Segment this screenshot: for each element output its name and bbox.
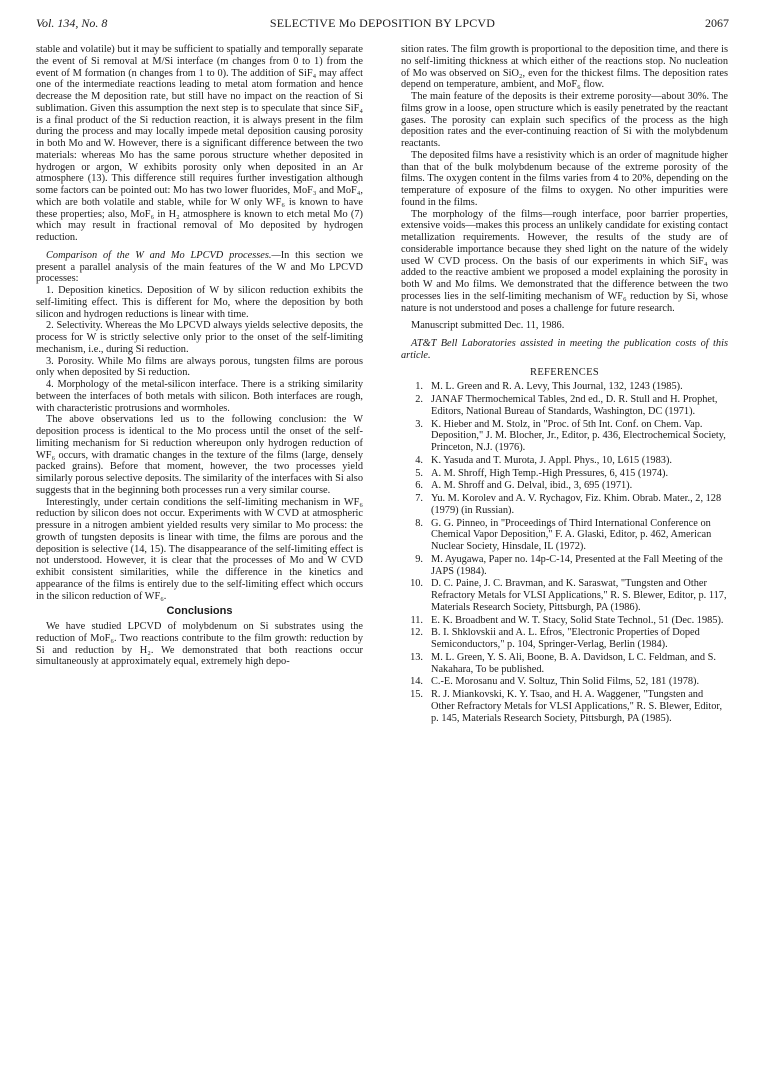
acknowledgment: AT&T Bell Laboratories assisted in meeting the publication costs of this article. — [401, 338, 728, 361]
paragraph: Interestingly, under certain conditions the self-limiting mechanism in WF₆ reduction by silicon does not occur. Experiments with W CVD at atmospheric pressure in a nitrogen ambient yielded results very similar to Mo process: the growth of tungsten deposits is linear with time, the films are porous and the deposition is selective (14, 15). The disappearance of the self-limiting effect is not understood. However, it is clear that the processes of Mo and W CVD exhibit consistent similarities, while the difference in the kinetics and appearance of the films is entirely due to the self-limiting effect which occurs in the silicon reduction of WF₆. — [36, 496, 363, 602]
reference-item — [401, 493, 728, 517]
running-header — [36, 16, 729, 34]
reference-number: 11. — [410, 614, 423, 626]
list-item: 1. Deposition kinetics. Deposition of W by silicon reduction exhibits the self-limiting effect. This is different for Mo, where the deposition by both silicon and hydrogen reductions is linear with time. — [36, 285, 363, 320]
reference-item — [401, 455, 728, 467]
reference-text: K. Yasuda and T. Murota, J. Appl. Phys., 10, L615 (1983). — [431, 454, 672, 466]
reference-number: 1. — [415, 381, 423, 393]
reference-text: A. M. Shroff and G. Delval, ibid., 3, 695 (1971). — [431, 480, 633, 492]
reference-text: C.-E. Morosanu and V. Soltuz, Thin Solid Films, 52, 181 (1978). — [431, 676, 700, 688]
reference-text: M. Ayugawa, Paper no. 14p-C-14, Presented at the Fall Meeting of the JAPS (1984). — [431, 553, 723, 577]
manuscript-note: Manuscript submitted Dec. 11, 1986. — [411, 320, 565, 332]
conclusions-heading: Conclusions — [166, 605, 233, 618]
reference-text: K. Hieber and M. Stolz, in "Proc. of 5th Int. Conf. on Chem. Vap. Deposition," J. M. Blocher, Jr., Editor, p. 436, Electrochemical Society, Princeton, N.J. (1976). — [431, 418, 726, 453]
reference-item — [401, 676, 728, 688]
reference-item — [401, 615, 728, 627]
journal-volume: Vol. 134, No. 8 — [36, 16, 108, 30]
reference-number: 2. — [415, 394, 423, 405]
reference-number: 7. — [415, 493, 423, 504]
reference-number: 4. — [415, 454, 423, 466]
reference-text: JANAF Thermochemical Tables, 2nd ed., D. R. Stull and H. Prophet, Editors, National Bureau of Standards, Washington, DC (1971). — [431, 394, 718, 417]
section-lead: Comparison of the W and Mo LPCVD processes.— — [46, 249, 281, 261]
reference-number: 3. — [415, 418, 423, 430]
reference-list — [401, 381, 728, 724]
reference-number: 15. — [410, 689, 423, 700]
list-item: 2. Selectivity. Whereas the Mo LPCVD always yields selective deposits, the process for W is strictly selective only prior to the onset of the self-limiting mechanism, i.e., during Si reduction. — [36, 320, 363, 355]
left-column — [36, 44, 363, 668]
reference-item — [401, 578, 728, 613]
reference-number: 6. — [415, 480, 423, 492]
paragraph: stable and volatile) but it may be sufficient to spatially and temporally separate the event of Si removal at M/Si interface (m changes from 0 to 1) from the event of M formation (n changes from 1 to 0). The addition of SiF₄ may affect one of the intermediate reactions leading to metal atom formation and hence decrease the M deposition rate, but still have no impact on the reaction of Si sublimation. Given this assumption the next step is to speculate that since SiF₄ is a final product of the Si reduction reaction, it is always present in the film during the process and may locally impede metal deposition causing porosity in both Mo and W. However, there is a significant difference between the two materials: whereas Mo has the same porous structure whether deposited in hydrogen or argon, W exhibits porosity only when deposited in an Ar atmosphere (13). This difference still requires further investigation although some factors can be pointed out: Mo has two lower fluorides, MoF₃ and MoF₄, which are both volatile and stable, while for W only WF₆ is known to have these properties; also, MoF₆ in H₂ atmosphere is known to etch metal Mo (7) which may result in fractional removal of Mo deposited by hydrogen reduction. — [36, 44, 363, 243]
reference-text: E. K. Broadbent and W. T. Stacy, Solid State Technol., 51 (Dec. 1985). — [431, 614, 724, 626]
reference-text: M. L. Green and R. A. Levy, This Journal, 132, 1243 (1985). — [431, 381, 683, 393]
reference-text: R. J. Miankovski, K. Y. Tsao, and H. A. Waggener, "Tungsten and Other Refractory Metals for VLSI Applications," R. S. Blewer, Editor, p. 145, Materials Research Society, Pittsburgh, PA (1985). — [431, 689, 723, 724]
reference-text: Yu. M. Korolev and A. V. Rychagov, Fiz. Khim. Obrab. Mater., 2, 128 (1979) (in Russian). — [431, 493, 722, 516]
reference-number: 14. — [410, 676, 423, 688]
references-heading: REFERENCES — [530, 366, 599, 378]
reference-item — [401, 652, 728, 676]
list-item: 4. Morphology of the metal-silicon interface. There is a striking similarity between the interfaces of both metals with silicon. Both interfaces are rough, with characteristic protrusions and wormholes. — [36, 379, 363, 414]
right-column — [401, 44, 728, 725]
reference-item — [401, 480, 728, 492]
reference-text: G. G. Pinneo, in "Proceedings of Third International Conference on Chemical Vapor Deposition," F. A. Glaski, Editor, p. 462, American Nuclear Society, Hinsdale, IL (1972). — [431, 517, 712, 552]
page-number: 2067 — [705, 16, 729, 30]
reference-item — [401, 627, 728, 651]
reference-number: 13. — [410, 651, 423, 663]
reference-item — [401, 518, 728, 553]
list-item: 3. Porosity. While Mo films are always porous, tungsten films are porous only when deposited by Si reduction. — [36, 355, 363, 379]
reference-item — [401, 554, 728, 578]
reference-text: M. L. Green, Y. S. Ali, Boone, B. A. Davidson, L C. Feldman, and S. Nakahara, To be published. — [431, 651, 716, 675]
reference-number: 12. — [410, 627, 423, 639]
paragraph: sition rates. The film growth is proportional to the deposition time, and there is no self-limiting thickness at which either of the reactions stop. No nucleation of Mo was observed on SiO₂, even for the thickest films. The deposition rates depend on temperature, ambient, and MoF₆ flow. — [401, 44, 728, 91]
reference-item — [401, 468, 728, 480]
paragraph: The deposited films have a resistivity which is an order of magnitude higher than that of the bulk molybdenum because of the extreme porosity of the films. The oxygen content in the films varies from 4 to 20%, depending on the temperature of exposure of the films to oxygen. No other impurities were found in the films. — [401, 149, 728, 208]
paragraph: The main feature of the deposits is their extreme porosity—about 30%. The films grow in a loose, open structure which is easily penetrated by the reactant gases. The porosity can explain such specifics of the process as the high deposition rates and the ever-continuing reaction of Si with the molybdenum reactants. — [401, 91, 728, 149]
running-title: SELECTIVE Mo DEPOSITION BY LPCVD — [269, 16, 496, 30]
paragraph: The above observations led us to the following conclusion: the W deposition process is identical to the Mo process until the onset of the self-limiting mechanism for Si reduction whereupon only hydrogen reduction of WF₆ occurs, with dramatic changes in the texture of the films (large, densely packed grains). Before that moment, however, the two processes yield similarly porous selective deposits. The similarity of the interfaces with Si also suggests that in the beginning both processes run a very similar course. — [36, 414, 363, 496]
reference-text: D. C. Paine, J. C. Bravman, and K. Saraswat, "Tungsten and Other Refractory Metals for VLSI Applications," R. S. Blewer, Editor, p. 117, Materials Research Society, Pittsburgh, PA (1986). — [431, 578, 727, 613]
reference-number: 9. — [415, 553, 423, 565]
reference-text: A. M. Shroff, High Temp.-High Pressures, 6, 415 (1974). — [431, 467, 669, 479]
paragraph: The morphology of the films—rough interface, poor barrier properties, extensive voids—makes this process an unlikely candidate for existing contact metallization requirements. However, the results of the study are of considerable importance because they shed light on the nature of the widely used W CVD process. On the basis of our experiments in which SiF₄ was added to the reactive ambient we proposed a model explaining the porosity in both W and Mo films. We demonstrated that the difference between the two processes lies in the self-limiting mechanism of WF₆ reduction by Si, whose nature is not understood and poses a challenge for future research. — [401, 208, 728, 314]
reference-item — [401, 381, 728, 393]
reference-number: 8. — [415, 517, 423, 529]
reference-number: 5. — [415, 467, 423, 479]
reference-item — [401, 394, 728, 418]
reference-item — [401, 419, 728, 454]
paragraph: We have studied LPCVD of molybdenum on Si substrates using the reduction of MoF₆. Two reactions contribute to the film growth: reduction by Si and reduction by H₂. We demonstrated that both reactions occur simultaneously at approximately equal, extremely high depo- — [36, 621, 363, 668]
paragraph: Comparison of the W and Mo LPCVD processes.—In this section we present a parallel analysis of the main features of the W and Mo LPCVD processes: — [36, 249, 364, 285]
reference-number: 10. — [410, 578, 423, 590]
reference-item — [401, 689, 728, 724]
reference-text: B. I. Shklovskii and A. L. Efros, "Electronic Properties of Doped Semiconductors," p. 104, Springer-Verlag, Berlin (1984). — [431, 627, 700, 650]
